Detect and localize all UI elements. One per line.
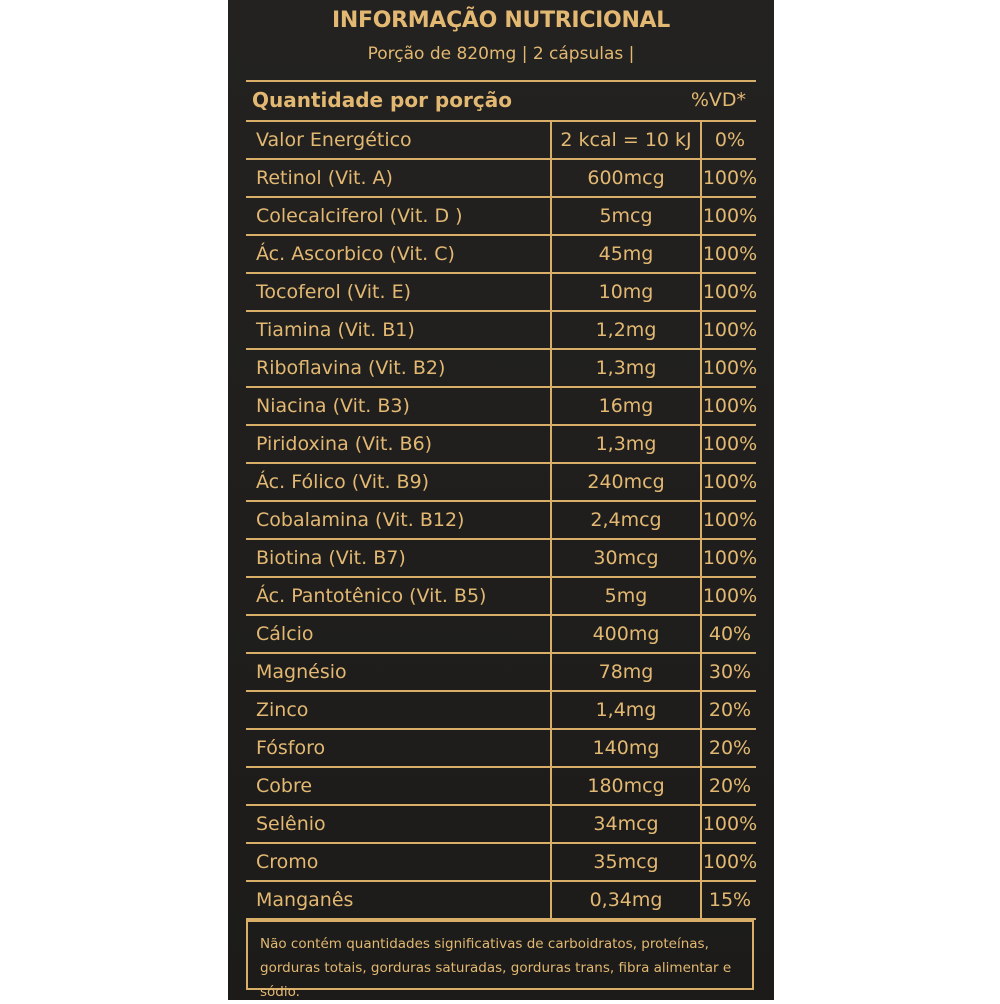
nutrient-name: Cromo — [256, 851, 319, 873]
nutrient-quantity: 240mcg — [550, 464, 700, 500]
nutrition-label-panel — [228, 0, 774, 1000]
table-body — [246, 122, 756, 920]
nutrient-daily-value: 0% — [700, 122, 758, 158]
nutrient-name: Selênio — [256, 813, 326, 835]
nutrient-quantity: 2 kcal = 10 kJ — [550, 122, 700, 158]
nutrient-daily-value: 15% — [700, 882, 758, 918]
table-header — [246, 82, 756, 122]
table-row — [246, 616, 756, 654]
nutrient-daily-value: 100% — [700, 464, 758, 500]
footnote: Não contém quantidades significativas de carboidratos, proteínas, gorduras totais, gorduras saturadas, gorduras trans, fibra alimentar e sódio. — [246, 920, 754, 990]
nutrient-name: Riboflavina (Vit. B2) — [256, 357, 446, 379]
table-row — [246, 806, 756, 844]
nutrient-daily-value: 100% — [700, 198, 758, 234]
nutrient-daily-value: 100% — [700, 160, 758, 196]
nutrient-name: Tocoferol (Vit. E) — [256, 281, 412, 303]
serving-size: Porção de 820mg | 2 cápsulas | — [367, 44, 635, 64]
nutrient-daily-value: 100% — [700, 502, 758, 538]
nutrient-daily-value: 100% — [700, 236, 758, 272]
nutrient-quantity: 16mg — [550, 388, 700, 424]
table-row — [246, 198, 756, 236]
nutrient-name: Fósforo — [256, 737, 326, 759]
nutrient-quantity: 1,2mg — [550, 312, 700, 348]
nutrient-daily-value: 100% — [700, 426, 758, 462]
nutrient-name: Cobre — [256, 775, 313, 797]
table-row — [246, 540, 756, 578]
table-row — [246, 312, 756, 350]
nutrient-daily-value: 100% — [700, 844, 758, 880]
nutrient-name: Magnésio — [256, 661, 347, 683]
nutrient-quantity: 78mg — [550, 654, 700, 690]
table-row — [246, 730, 756, 768]
nutrient-name: Biotina (Vit. B7) — [256, 547, 406, 569]
nutrient-daily-value: 100% — [700, 312, 758, 348]
table-row — [246, 160, 756, 198]
nutrient-quantity: 0,34mg — [550, 882, 700, 918]
nutrition-table — [246, 80, 756, 920]
nutrient-quantity: 180mcg — [550, 768, 700, 804]
nutrient-quantity: 400mg — [550, 616, 700, 652]
nutrient-quantity: 600mcg — [550, 160, 700, 196]
nutrient-quantity: 45mg — [550, 236, 700, 272]
nutrient-quantity: 2,4mcg — [550, 502, 700, 538]
nutrient-name: Retinol (Vit. A) — [256, 167, 393, 189]
table-row — [246, 464, 756, 502]
nutrient-quantity: 35mcg — [550, 844, 700, 880]
nutrient-name: Piridoxina (Vit. B6) — [256, 433, 433, 455]
nutrient-quantity: 1,3mg — [550, 350, 700, 386]
table-row — [246, 274, 756, 312]
nutrient-name: Ác. Fólico (Vit. B9) — [256, 471, 430, 493]
table-row — [246, 844, 756, 882]
nutrient-quantity: 10mg — [550, 274, 700, 310]
table-row — [246, 122, 756, 160]
nutrient-daily-value: 100% — [700, 274, 758, 310]
nutrient-name: Cobalamina (Vit. B12) — [256, 509, 465, 531]
nutrient-name: Ác. Pantotênico (Vit. B5) — [256, 585, 487, 607]
nutrient-name: Zinco — [256, 699, 309, 721]
table-row — [246, 426, 756, 464]
table-row — [246, 502, 756, 540]
quantity-header: Quantidade por porção — [252, 88, 512, 112]
vd-header: %VD* — [690, 89, 746, 111]
nutrient-name: Ác. Ascorbico (Vit. C) — [256, 243, 455, 265]
table-row — [246, 692, 756, 730]
nutrient-daily-value: 20% — [700, 692, 758, 728]
table-row — [246, 654, 756, 692]
nutrient-daily-value: 100% — [700, 350, 758, 386]
table-row — [246, 350, 756, 388]
nutrient-name: Valor Energético — [256, 129, 412, 151]
table-row — [246, 578, 756, 616]
nutrient-daily-value: 100% — [700, 806, 758, 842]
nutrient-name: Manganês — [256, 889, 354, 911]
nutrient-daily-value: 100% — [700, 578, 758, 614]
nutrient-daily-value: 100% — [700, 388, 758, 424]
table-row — [246, 236, 756, 274]
label-title: INFORMAÇÃO NUTRICIONAL — [331, 8, 671, 33]
nutrient-quantity: 140mg — [550, 730, 700, 766]
nutrient-daily-value: 30% — [700, 654, 758, 690]
nutrient-quantity: 34mcg — [550, 806, 700, 842]
nutrient-name: Niacina (Vit. B3) — [256, 395, 410, 417]
nutrient-quantity: 5mg — [550, 578, 700, 614]
nutrient-daily-value: 20% — [700, 768, 758, 804]
nutrient-daily-value: 40% — [700, 616, 758, 652]
nutrient-name: Tiamina (Vit. B1) — [256, 319, 415, 341]
nutrient-quantity: 1,4mg — [550, 692, 700, 728]
nutrient-daily-value: 100% — [700, 540, 758, 576]
nutrient-name: Colecalciferol (Vit. D ) — [256, 205, 463, 227]
table-row — [246, 388, 756, 426]
nutrient-quantity: 1,3mg — [550, 426, 700, 462]
table-row — [246, 768, 756, 806]
nutrient-quantity: 5mcg — [550, 198, 700, 234]
table-row — [246, 882, 756, 920]
nutrient-daily-value: 20% — [700, 730, 758, 766]
nutrient-quantity: 30mcg — [550, 540, 700, 576]
nutrient-name: Cálcio — [256, 623, 314, 645]
